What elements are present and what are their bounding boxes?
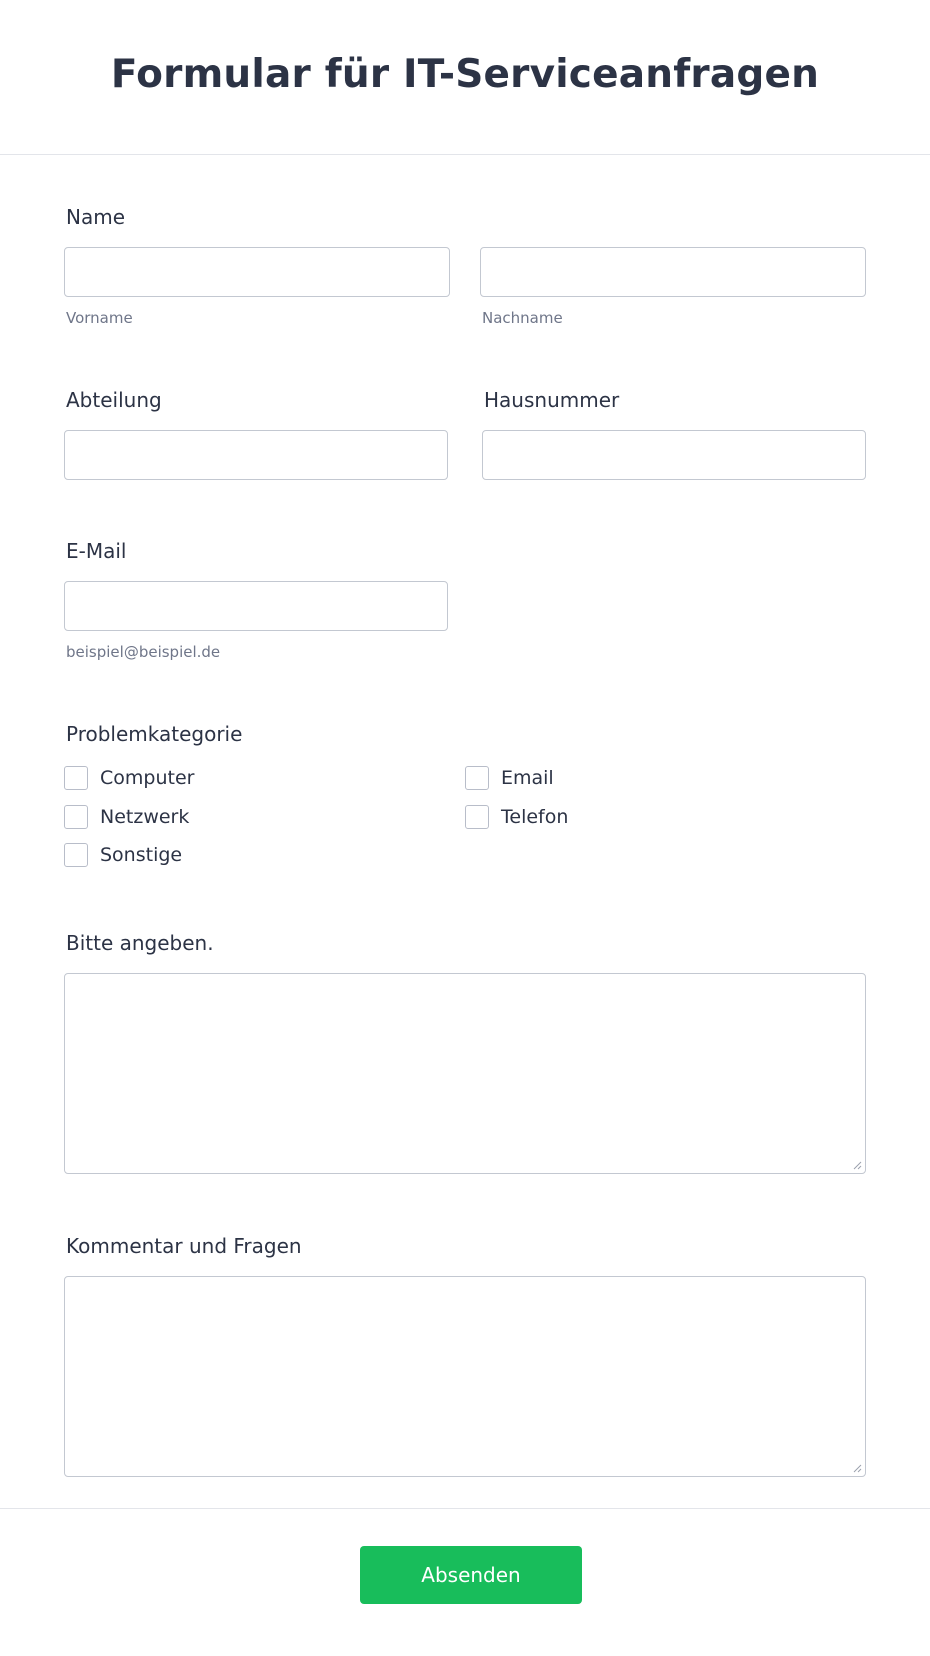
first-name-sublabel: Vorname bbox=[66, 309, 133, 327]
checkbox-netzwerk[interactable] bbox=[64, 805, 88, 829]
form-title: Formular für IT-Serviceanfragen bbox=[110, 51, 820, 97]
checkbox-option-sonstige[interactable] bbox=[64, 842, 182, 868]
checkbox-label-computer: Computer bbox=[100, 767, 195, 789]
email-input[interactable] bbox=[64, 581, 448, 631]
submit-button[interactable]: Absenden bbox=[360, 1546, 582, 1604]
checkbox-option-netzwerk[interactable] bbox=[64, 804, 189, 830]
name-label: Name bbox=[66, 205, 126, 229]
form-footer bbox=[0, 1508, 930, 1656]
checkbox-sonstige[interactable] bbox=[64, 843, 88, 867]
checkbox-option-email[interactable] bbox=[465, 765, 554, 791]
checkbox-label-email: Email bbox=[501, 767, 554, 789]
checkbox-label-sonstige: Sonstige bbox=[100, 844, 183, 866]
form-header bbox=[0, 0, 930, 155]
checkbox-label-netzwerk: Netzwerk bbox=[100, 806, 190, 828]
checkbox-telefon[interactable] bbox=[465, 805, 489, 829]
house-number-input[interactable] bbox=[482, 430, 866, 480]
details-label: Bitte angeben. bbox=[66, 931, 214, 955]
house-number-label: Hausnummer bbox=[484, 388, 620, 412]
resize-handle-icon[interactable] bbox=[852, 1160, 862, 1170]
first-name-input[interactable] bbox=[64, 247, 450, 297]
resize-handle-icon[interactable] bbox=[852, 1463, 862, 1473]
checkbox-option-computer[interactable] bbox=[64, 765, 194, 791]
form-body bbox=[0, 155, 930, 1508]
comments-textarea[interactable] bbox=[64, 1276, 866, 1477]
department-input[interactable] bbox=[64, 430, 448, 480]
comments-label: Kommentar und Fragen bbox=[66, 1234, 302, 1258]
checkbox-label-telefon: Telefon bbox=[501, 806, 569, 828]
last-name-input[interactable] bbox=[480, 247, 866, 297]
checkbox-email[interactable] bbox=[465, 766, 489, 790]
last-name-sublabel: Nachname bbox=[482, 309, 563, 327]
department-label: Abteilung bbox=[66, 388, 162, 412]
email-sublabel: beispiel@beispiel.de bbox=[66, 643, 221, 661]
email-label: E-Mail bbox=[66, 539, 127, 563]
checkbox-computer[interactable] bbox=[64, 766, 88, 790]
problem-category-label: Problemkategorie bbox=[66, 722, 243, 746]
details-textarea[interactable] bbox=[64, 973, 866, 1174]
checkbox-option-telefon[interactable] bbox=[465, 804, 568, 830]
